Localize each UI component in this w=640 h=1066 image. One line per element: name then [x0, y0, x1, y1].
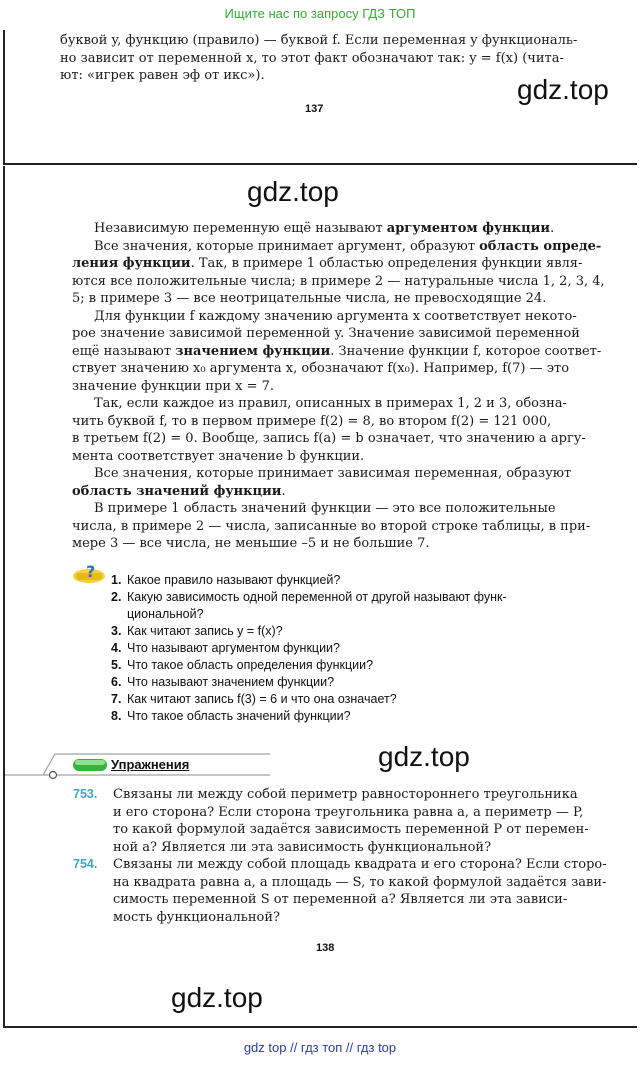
question-icon	[72, 564, 106, 584]
page-left-border-bottom	[3, 166, 5, 1026]
exercise-line: Связаны ли между собой площадь квадрата и его сторона? Если сторо-	[113, 857, 607, 872]
top-page-text	[60, 32, 580, 85]
paragraph-6-line: мере 3 — все числа, не меньшие –5 и не большие 7.	[72, 536, 430, 551]
paragraph-4-line: чить буквой f, то в первом примере f(2) = 8, во втором f(2) = 121 000,	[72, 413, 552, 429]
text-line: но зависит от переменной x, то этот факт обозначают так: y = f(x) (чита-	[60, 50, 564, 66]
paragraph-4-line: мента соответствует значение b функции.	[72, 448, 365, 464]
paragraph-4-line: в третьем f(2) = 0. Вообще, запись f(a) = b означает, что значению a аргу-	[72, 431, 586, 446]
exercise-line: Связаны ли между собой периметр равностороннего треугольника	[113, 787, 578, 802]
page-number-137: 137	[305, 103, 324, 115]
svg-text:?: ?	[86, 564, 96, 581]
theory-text	[72, 220, 605, 553]
paragraph-2-line: ются все положительные числа; в примере 2 — натуральные числа 1, 2, 3, 4,	[72, 273, 605, 289]
review-questions	[111, 572, 591, 725]
watermark: gdz.top	[378, 741, 470, 772]
question-item: 6. Что называют значением функции?	[111, 675, 335, 689]
footer-links[interactable]: gdz top // гдз топ // гдз top	[243, 1040, 397, 1055]
page-number-138: 138	[316, 942, 335, 954]
exercise-number: 753.	[73, 787, 98, 801]
paragraph-6-line: В примере 1 область значений функции — это все положительные	[94, 501, 556, 516]
paragraph-3-line: значение функции при x = 7.	[72, 378, 275, 394]
exercise-line: ной a? Является ли эта зависимость функциональной?	[113, 839, 492, 855]
paragraph-5-line: область значений функции.	[72, 483, 286, 499]
paragraph-3-line: Для функции f каждому значению аргумента x соответствует некото-	[94, 308, 577, 324]
question-item: 4. Что называют аргументом функции?	[111, 641, 340, 655]
exercise-753	[73, 786, 589, 856]
page-bottom-border	[3, 1026, 637, 1028]
question-item: 8. Что такое область значений функции?	[111, 709, 351, 723]
exercise-line: мость функциональной?	[113, 909, 280, 925]
question-item: 3. Как читают запись y = f(x)?	[111, 624, 283, 638]
text-line: буквой y, функцию (правило) — буквой f. Если переменная y функциональ-	[60, 33, 578, 48]
exercises-list	[73, 786, 607, 926]
text-line: ют: «игрек равен эф от икс»).	[60, 68, 265, 83]
question-item: 2. Какую зависимость одной переменной от другой называют функ- циональной?	[111, 590, 507, 621]
watermark: gdz.top	[171, 982, 263, 1013]
paragraph-3-line: ствует значению x₀ аргумента x, обозначают f(x₀). Например, f(7) — это	[72, 361, 570, 376]
paragraph-3-line: рое значение зависимой переменной y. Значение зависимой переменной	[72, 326, 580, 341]
question-item: 7. Как читают запись f(3) = 6 и что она означает?	[111, 692, 397, 706]
paragraph-6-line: числа, в примере 2 — числа, записанные во второй строке таблицы, в при-	[72, 518, 591, 534]
exercises-title: Упражнения	[111, 757, 190, 772]
paragraph-2-line: ления функции. Так, в примере 1 областью определения функции явля-	[72, 256, 583, 271]
page-left-border-top	[3, 30, 5, 164]
exercise-line: на квадрата равна a, а площадь — S, то какой формулой задаётся зави-	[113, 874, 607, 890]
question-item: 1. Какое правило называют функцией?	[111, 573, 341, 587]
exercise-number: 754.	[73, 857, 98, 871]
exercise-line: симость переменной S от переменной a? Является ли эта зависи-	[113, 892, 568, 907]
paragraph-3-line: ещё называют значением функции. Значение функции f, которое соответ-	[72, 343, 602, 359]
top-banner: Ищите нас по запросу ГДЗ ТОП	[224, 6, 416, 21]
paragraph-2-line: Все значения, которые принимает аргумент, образуют область опреде-	[94, 238, 602, 254]
exercise-line: и его сторона? Если сторона треугольника равна a, а периметр — P,	[113, 804, 584, 820]
question-item: 5. Что такое область определения функции?	[111, 658, 374, 672]
paragraph-2-line: 5; в примере 3 — все неотрицательные числа, не превосходящие 24.	[72, 291, 547, 306]
watermark: gdz.top	[517, 74, 609, 105]
paragraph-1: Независимую переменную ещё называют аргументом функции.	[94, 221, 555, 236]
watermark: gdz.top	[247, 176, 339, 207]
page-separator	[3, 163, 637, 165]
exercise-754	[73, 856, 607, 926]
exercise-line: то какой формулой задаётся зависимость переменной P от перемен-	[113, 822, 589, 837]
paragraph-5-line: Все значения, которые принимает зависимая переменная, образуют	[94, 466, 572, 481]
paragraph-4-line: Так, если каждое из правил, описанных в примерах 1, 2 и 3, обозна-	[94, 396, 567, 411]
